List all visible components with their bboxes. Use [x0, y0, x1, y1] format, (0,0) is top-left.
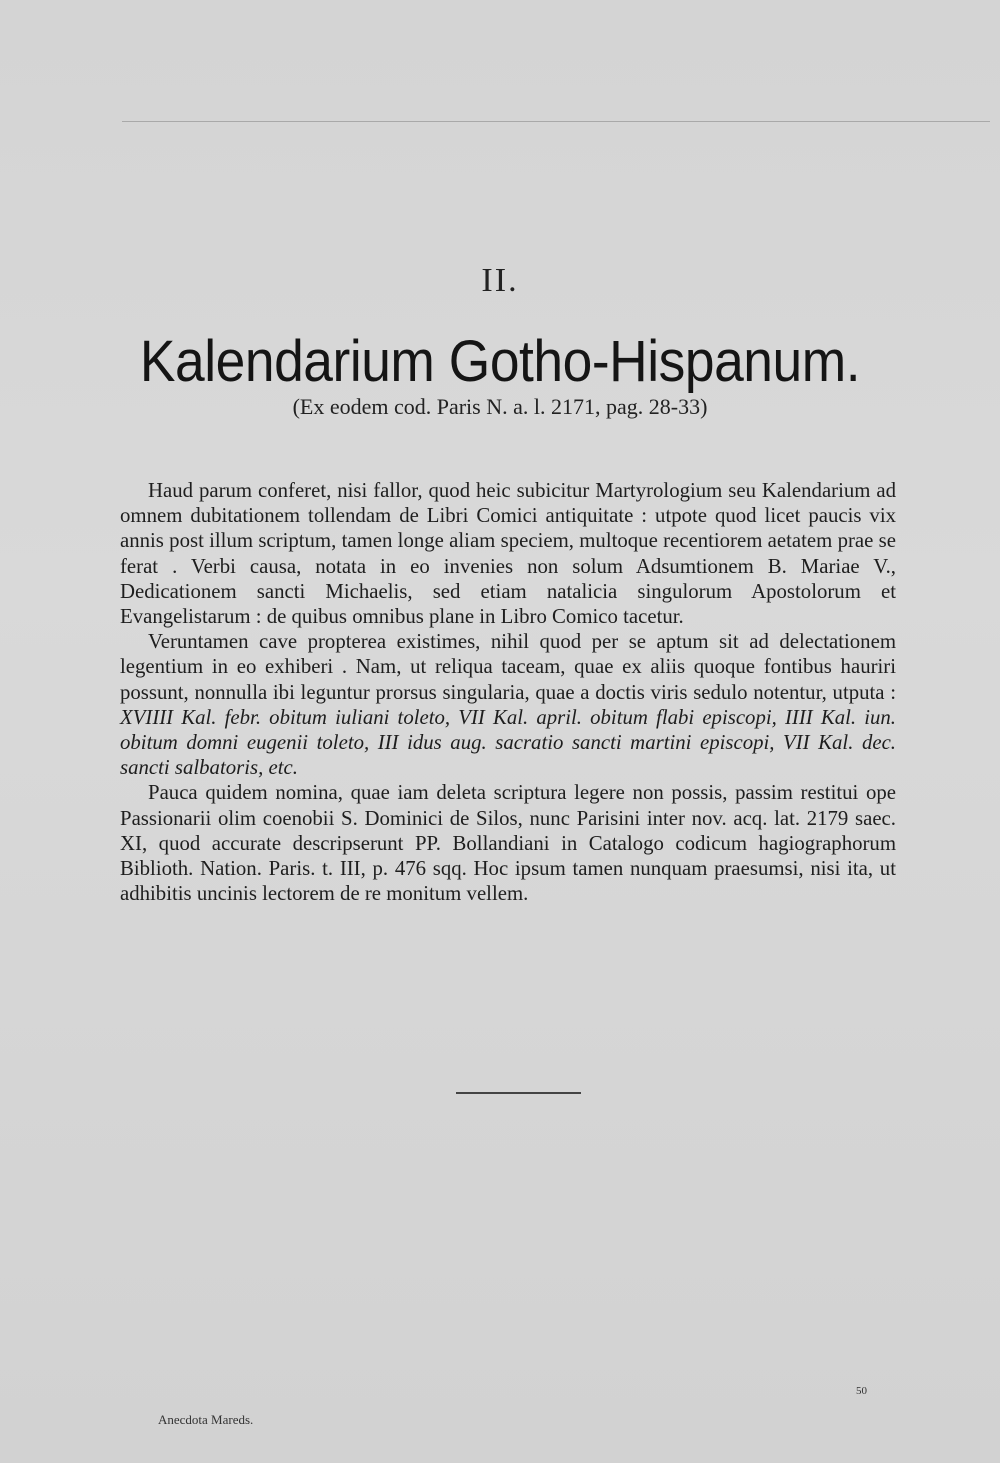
page-title: Kalendarium Gotho-Hispanum. [139, 329, 861, 394]
header-rule [122, 121, 990, 122]
paragraph-1: Haud parum conferet, nisi fallor, quod heic subicitur Martyrologium seu Kalendarium ad omnem dubitationem tollendam de Libri Comici antiquitate : utpote quod licet paucis vix annis post illum scriptum, tamen longe aliam speciem, multoque recentiorem aetatem prae se ferat . Verbi causa, notata in eo invenies non solum Adsumtionem B. Mariae V., Dedicationem sancti Michaelis, sed etiam natalicia singulorum Apostolorum et Evangelistarum : de quibus omnibus plane in Libro Comico tacetur. [120, 479, 896, 629]
footer-signature-number: 50 [856, 1385, 867, 1397]
footer-signature: Anecdota Mareds. [158, 1412, 254, 1427]
body-text [120, 478, 896, 906]
section-divider [456, 1092, 581, 1094]
paragraph-2-text: Veruntamen cave propterea existimes, nihil quod per se aptum sit ad delectationem legentium in eo exhiberi . Nam, ut reliqua taceam, quae ex aliis quoque fontibus hauriri possunt, nonnulla ibi leguntur prorsus singularia, quae a doctis viris sedulo notentur, utputa : [120, 630, 896, 704]
paragraph-3: Pauca quidem nomina, quae iam deleta scriptura legere non possis, passim restitui ope Passionarii olim coenobii S. Dominici de Silos, nunc Parisini inter nov. acq. lat. 2179 saec. XI, quod accurate descripserunt PP. Bollandiani in Catalogo codicum hagiographorum Biblioth. Nation. Paris. t. III, p. 476 sqq. Hoc ipsum tamen nunquam praesumsi, nisi ita, ut adhibitis uncinis lectorem de re monitum vellem. [120, 781, 896, 906]
section-number: II. [481, 262, 519, 299]
paragraph-2-italic: XVIIII Kal. febr. obitum iuliani toleto, VII Kal. april. obitum flabi episcopi, IIII Kal. iun. obitum domni eugenii toleto, III idus aug. sacratio sancti martini episcopi, VII Kal. dec. sancti salbatoris, etc. [120, 705, 896, 780]
source-note: (Ex eodem cod. Paris N. a. l. 2171, pag. 28-33) [292, 394, 708, 419]
paragraph-2 [120, 629, 896, 780]
